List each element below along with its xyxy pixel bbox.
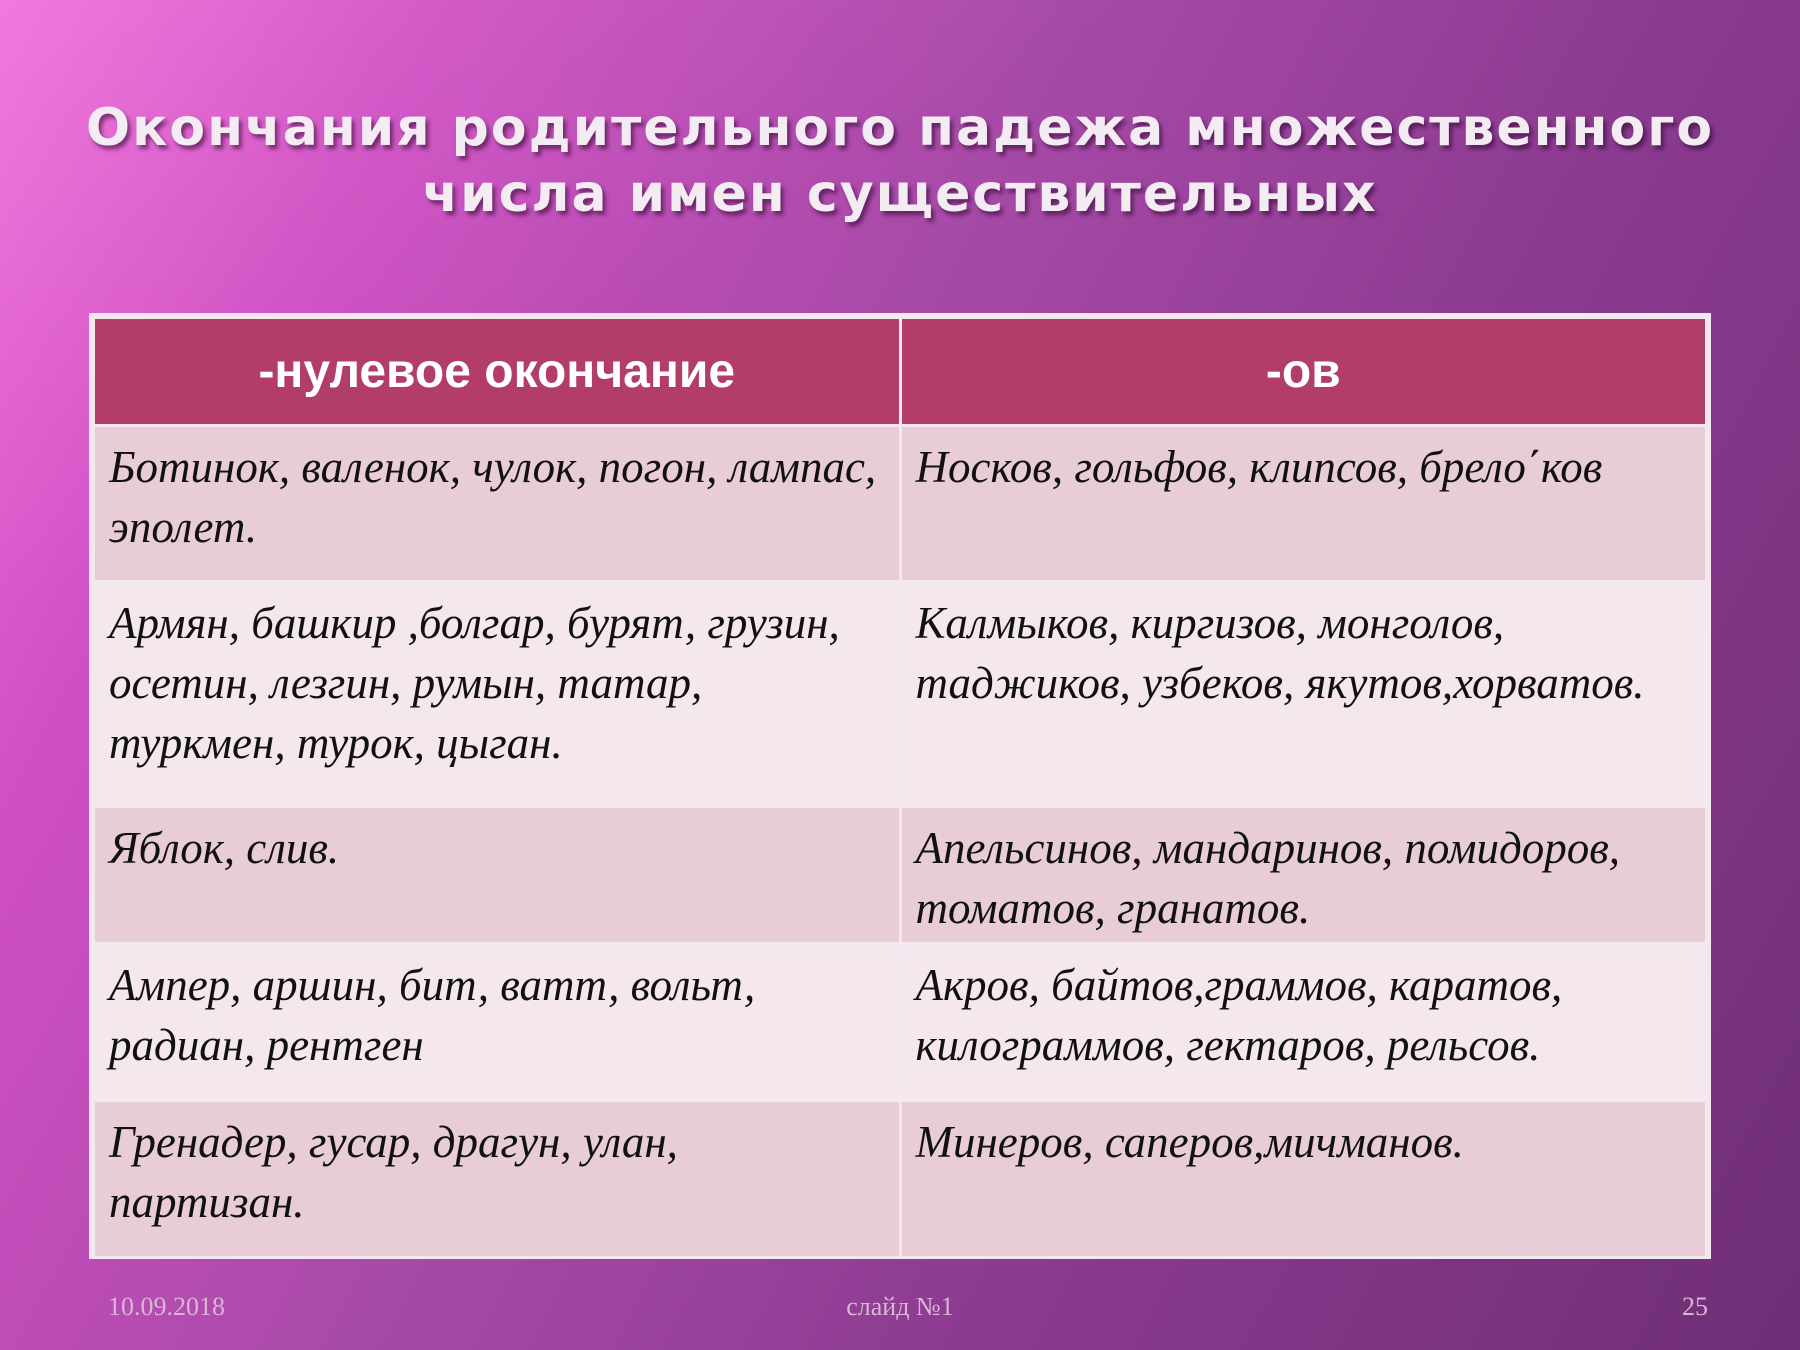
table-row [94,944,1707,1101]
table-row [94,807,1707,944]
table-cell: Яблок, слив. [94,807,901,944]
endings-table [89,313,1711,1259]
table-cell: Армян, башкир ,болгар, бурят, грузин, осетин, лезгин, румын, татар, туркмен, турок, цыган. [94,582,901,807]
footer-slide-label: слайд №1 [846,1292,954,1321]
table-cell: Гренадер, гусар, драгун, улан, партизан. [94,1101,901,1258]
footer-date: 10.09.2018 [108,1292,225,1321]
table-header-row [94,318,1707,426]
table-row [94,426,1707,582]
table-cell: Акров, байтов,граммов, каратов, килограммов, гектаров, рельсов. [900,944,1707,1101]
table-cell: Ботинок, валенок, чулок, погон, лампас, эполет. [94,426,901,582]
table-row [94,1101,1707,1258]
footer-page-number: 25 [1682,1292,1708,1321]
slide-title: Окончания родительного падежа множественного числа имен существительных [85,98,1715,224]
table-row [94,582,1707,807]
table-cell: Калмыков, киргизов, монголов, таджиков, узбеков, якутов,хорватов. [900,582,1707,807]
table-cell: Ампер, аршин, бит, ватт, вольт, радиан, рентген [94,944,901,1101]
endings-table-grid [92,316,1708,1259]
table-cell: Носков, гольфов, клипсов, брело΄ков [900,426,1707,582]
header-ov-ending: -ов [900,318,1707,426]
table-cell: Минеров, саперов,мичманов. [900,1101,1707,1258]
header-zero-ending: -нулевое окончание [94,318,901,426]
table-cell: Апельсинов, мандаринов, помидоров, томатов, гранатов. [900,807,1707,944]
